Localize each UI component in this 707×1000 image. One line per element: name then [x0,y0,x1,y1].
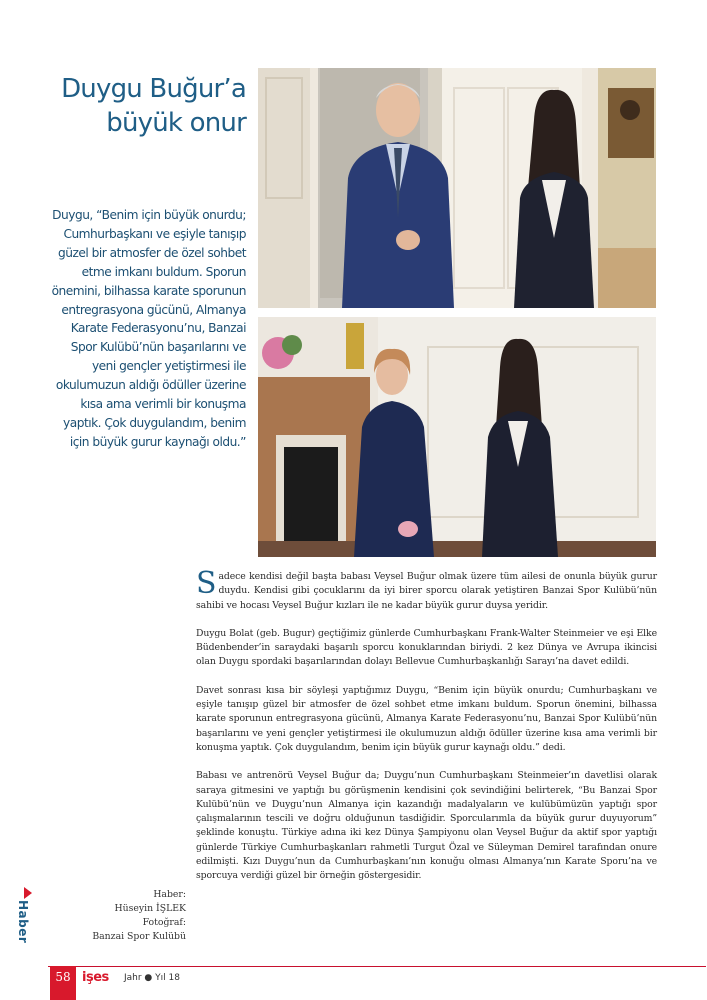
footer-rule [48,966,706,967]
article-paragraph-2: Duygu Bolat (geb. Bugur) geçtiğimiz günlerde Cumhurbaşkanı Frank-Walter Steinmeier ve eşi Elke Büdenbender’in saraydaki başarılı sporcu konuklarından biriydi. 2 kez Dünya ve Avrupa ikincisi olan Duygu spordaki başarılarından dolayı Bellevue Cumhurbaşkanlığı Sarayı’na davet edildi. [196,627,657,668]
section-arrow-icon [24,887,32,899]
article-paragraph-1 [196,566,657,613]
photo-credits [80,888,186,944]
pull-quote: Duygu, “Benim için büyük onurdu; Cumhurbaşkanı ve eşiyle tanışıp güzel bir atmosfer de özel sohbet etme imkanı buldum. Sporun önemini, bilhassa karate sporunun entregrasyona gücünü, Almanya Karate Federasyonu’nu, Banzai Spor Kulübü’nün başarılarını ve yeni gençler yetiştirmesi ile okulumuzun aldığı ödüller üzerine kısa ama verimli bir konuşma yaptık. Çok duygulandım, benim için büyük gurur kaynağı oldu.” [51,208,246,449]
credit-photo-label: Fotoğraf: [142,917,186,928]
headline-line-1: Duygu Buğur’a [61,74,246,104]
magazine-logo: işes [82,970,109,985]
paragraph-text: adece kendisi değil başta babası Veysel Buğur olmak üzere tüm ailesi de onunla büyük gurur duydu. Kendisi gibi çocuklarını da iyi birer sporcu olarak yetiştiren Banzai Spor Kulübü’nün sahibi ve hocası Veysel Buğur kızları ile ne kadar büyük gurur duysa yeridir. [196,571,657,611]
section-tab-label: Haber [16,900,30,944]
photo-first-lady-with-duygu [258,317,656,557]
headline-line-2: büyük onur [106,108,246,138]
photo-president-with-duygu [258,68,656,308]
credit-news-author: Hüseyin İŞLEK [114,903,186,914]
article-headline [48,72,246,140]
article-paragraph-3: Davet sonrası kısa bir söyleşi yaptığımız Duygu, “Benim için büyük onurdu; Cumhurbaşkanı ve eşiyle tanışıp güzel bir atmosfer de özel sohbet etme imkanı buldum. Sporun önemini, bilhassa karate sporunun entregrasyona gücünü, Almanya Karate Federasyonu’nu, Banzai Spor Kulübü’nün başarılarını ve yeni gençler yetiştirmesi ile okulumuzun aldığı ödüller üzerine kısa ama verimli bir konuşma yaptık. Çok duygulandım, benim için büyük gurur kaynağı oldu.” dedi. [196,684,657,753]
credit-news-label: Haber: [153,889,186,900]
drop-cap: S [196,566,217,601]
page-number: 58 [50,966,76,1000]
credit-photo-source: Banzai Spor Kulübü [92,931,186,942]
article-body [196,566,657,898]
issue-label: Jahr ● Yıl 18 [124,973,180,983]
article-paragraph-4: Babası ve antrenörü Veysel Buğur da; Duygu’nun Cumhurbaşkanı Steinmeier’ın davetlisi olarak saraya gitmesini ve yaptığı bu görüşmenin kendisini çok sevindiğini belirterek, “Bu Banzai Spor Kulübü’nün ve Duygu’nun Almanya için kazandığı madalyaların ve kulübümüzün yaptığı spor çalışmalarının tescili ve doğru olduğunun tasdiğidir. Sporcularımla da büyük gurur duyuyorum” şeklinde konuştu. Türkiye adına iki kez Dünya Şampiyonu olan Veysel Buğur da aktif spor yaptığı günlerde Türkiye Cumhurbaşkanları rahmetli Turgut Özal ve Süleyman Demirel tarafından onure edilmişti. Kızı Duygu’nun da Cumhurbaşkanı’nın konuğu olması Almanya’nın Karate Sporu’na ve sporcuya verdiği güzel bir örneğin göstergesidir. [196,770,657,882]
